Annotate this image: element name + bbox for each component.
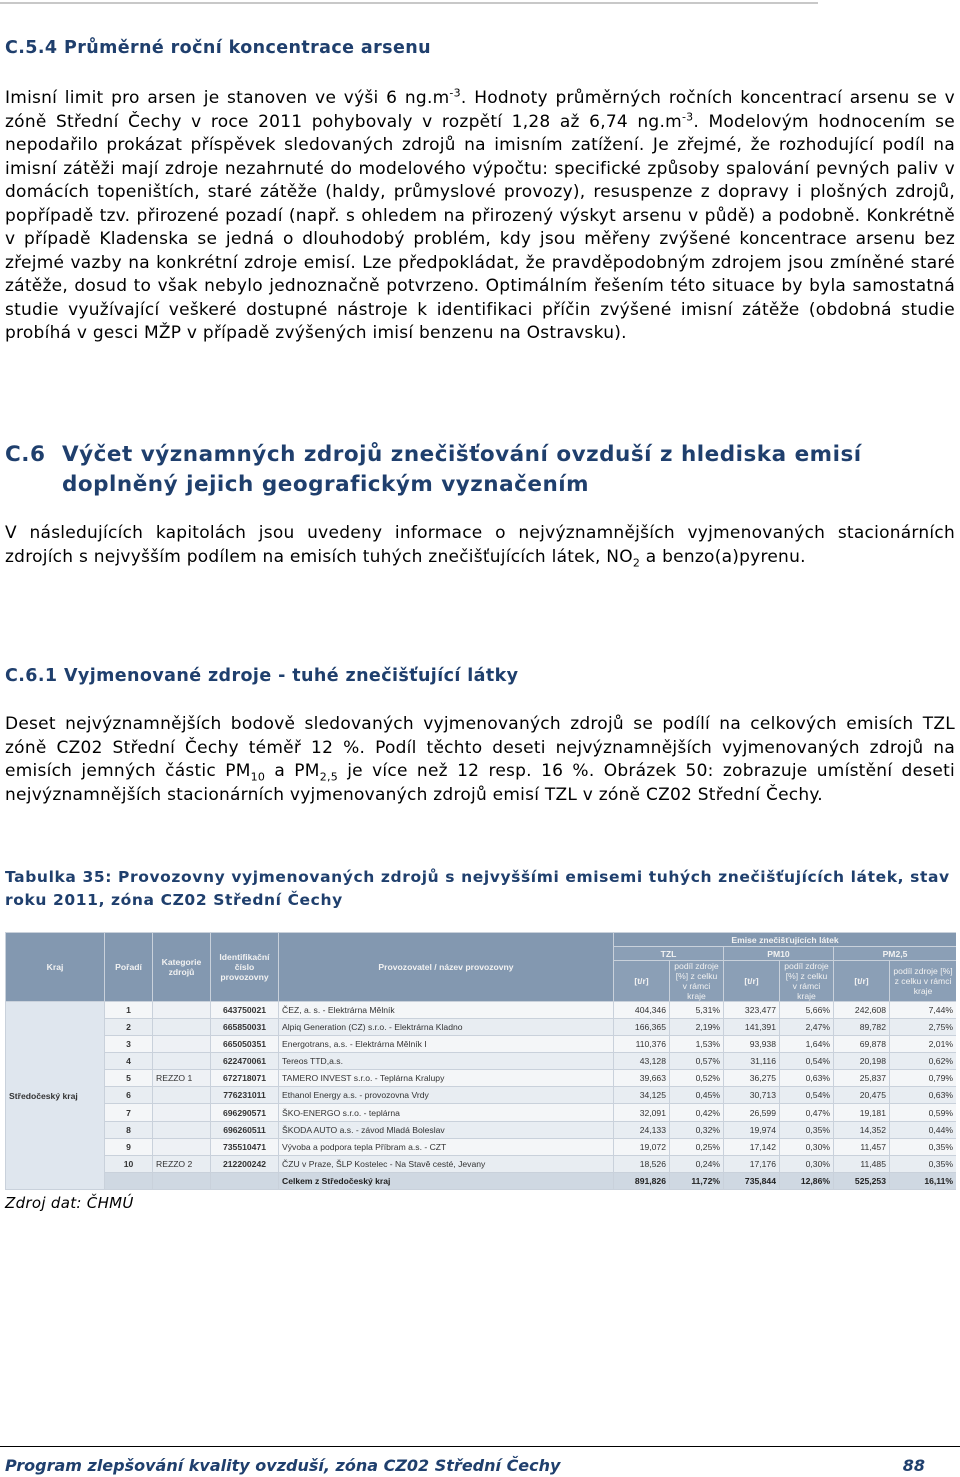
table-row	[6, 1121, 957, 1138]
category-cell	[153, 1087, 211, 1104]
value-cell: 1,64%	[780, 1036, 834, 1053]
value-cell: 0,44%	[890, 1121, 957, 1138]
rank-cell: 6	[105, 1087, 153, 1104]
rank-cell: 10	[105, 1155, 153, 1172]
subscript: 2	[632, 555, 641, 569]
value-cell: 89,782	[834, 1019, 890, 1036]
value-cell: 34,125	[614, 1087, 670, 1104]
operator-cell: TAMERO INVEST s.r.o. - Teplárna Kralupy	[279, 1070, 614, 1087]
rank-cell: 4	[105, 1053, 153, 1070]
value-cell: 24,133	[614, 1121, 670, 1138]
table-row	[6, 1019, 957, 1036]
text-run: je více než 12 resp. 16 %. Obrázek 50: zobrazuje umístění deseti nejvýznamnějších stacionárních vyjmenovaných zdrojů emisí TZL v zóně CZ02 Střední Čechy.	[5, 761, 955, 805]
category-cell: REZZO 1	[153, 1070, 211, 1087]
total-value-cell: 16,11%	[890, 1172, 957, 1189]
subscript: 10	[250, 770, 266, 784]
value-cell: 2,47%	[780, 1019, 834, 1036]
value-cell: 0,35%	[780, 1121, 834, 1138]
text-run: . Modelovým hodnocením se nepodařilo prokázat příspěvek sledovaných zdrojů na imisním zatížení. Je zřejmé, že rozhodující podíl na imisní zátěži mají zdroje nezahrnuté do modelového výpočtu: specifické způsoby spalování pevných paliv v domácích topeništích, staré zátěže (haldy, průmyslové provozy), resuspenze z dopravy i plošných zdrojů, popřípadě tzv. přirozené pozadí (např. s ohledem na přirozený výskyt arsenu v půdě) a podobně. Konkrétně v případě Kladenska se jedná o dlouhodobý problém, kdy jsou měřeny zvýšené koncentrace arsenu bez zřejmé vazby na konkrétní zdroje emisí. Lze předpokládat, že pravděpodobným zdrojem jsou zmíněné staré zátěže, dosud to však nebylo jednoznačně potvrzeno. Optimálním řešením této situace by byla samostatná studie využívající veškeré dostupné nástroje k identifikaci příčin zvýšené imisní zátěže (obdobná studie probíhá v gesci MŽP v případě zvýšených imisí benzenu na Ostravsku).	[5, 111, 955, 343]
header-share: podíl zdroje [%] z celku v rámci kraje	[890, 961, 957, 1002]
value-cell: 17,142	[724, 1138, 780, 1155]
total-value-cell: 11,72%	[670, 1172, 724, 1189]
id-cell: 672718071	[211, 1070, 279, 1087]
id-cell: 643750021	[211, 1002, 279, 1019]
header-ident: Identifikační číslo provozovny	[211, 933, 279, 1002]
value-cell: 0,30%	[780, 1155, 834, 1172]
emissions-table-wrapper	[5, 932, 956, 1190]
value-cell: 20,198	[834, 1053, 890, 1070]
value-cell: 17,176	[724, 1155, 780, 1172]
total-row	[6, 1172, 957, 1189]
operator-cell: Energotrans, a.s. - Elektrárna Mělník I	[279, 1036, 614, 1053]
header-unit: [t/r]	[614, 961, 670, 1002]
id-cell: 622470061	[211, 1053, 279, 1070]
value-cell: 0,25%	[670, 1138, 724, 1155]
value-cell: 93,938	[724, 1036, 780, 1053]
total-spacer	[153, 1172, 211, 1189]
value-cell: 0,42%	[670, 1104, 724, 1121]
table-row	[6, 1138, 957, 1155]
rank-cell: 9	[105, 1138, 153, 1155]
superscript: -3	[449, 86, 461, 100]
subscript: 2,5	[319, 770, 338, 784]
text-run: Deset nejvýznamnějších bodově sledovaných vyjmenovaných zdrojů se podílí na celkových emisích TZL zóně CZ02 Střední Čechy téměř 12 %. Podíl těchto deseti nejvýznamnějších vyjmenovaných zdrojů na emisích jemných částic PM	[5, 714, 955, 781]
top-rule	[0, 2, 818, 4]
value-cell: 7,44%	[890, 1002, 957, 1019]
header-share: podíl zdroje [%] z celku v rámci kraje	[670, 961, 724, 1002]
value-cell: 404,346	[614, 1002, 670, 1019]
total-value-cell: 525,253	[834, 1172, 890, 1189]
value-cell: 14,352	[834, 1121, 890, 1138]
superscript: -3	[681, 109, 694, 123]
operator-cell: Alpiq Generation (CZ) s.r.o. - Elektrárna Kladno	[279, 1019, 614, 1036]
rank-cell: 2	[105, 1019, 153, 1036]
table-row	[6, 1104, 957, 1121]
table-row	[6, 1036, 957, 1053]
category-cell	[153, 1036, 211, 1053]
value-cell: 0,30%	[780, 1138, 834, 1155]
text-run: a PM	[265, 761, 320, 781]
total-value-cell: 735,844	[724, 1172, 780, 1189]
id-cell: 665850031	[211, 1019, 279, 1036]
total-spacer	[105, 1172, 153, 1189]
operator-cell: Vývoba a podpora tepla Příbram a.s. - CZT	[279, 1138, 614, 1155]
paragraph-c6-intro	[5, 522, 955, 569]
footer-title: Program zlepšování kvality ovzduší, zóna CZ02 Střední Čechy	[5, 1456, 561, 1475]
operator-cell: Tereos TTD,a.s.	[279, 1053, 614, 1070]
id-cell: 696290571	[211, 1104, 279, 1121]
category-cell: REZZO 2	[153, 1155, 211, 1172]
total-value-cell: 891,826	[614, 1172, 670, 1189]
value-cell: 5,66%	[780, 1002, 834, 1019]
header-pm10: PM10	[724, 947, 834, 961]
rank-cell: 5	[105, 1070, 153, 1087]
value-cell: 2,19%	[670, 1019, 724, 1036]
operator-cell: Ethanol Energy a.s. - provozovna Vrdy	[279, 1087, 614, 1104]
value-cell: 0,79%	[890, 1070, 957, 1087]
value-cell: 11,457	[834, 1138, 890, 1155]
value-cell: 32,091	[614, 1104, 670, 1121]
header-poradi: Pořadí	[105, 933, 153, 1002]
table-body	[6, 1002, 957, 1190]
value-cell: 43,128	[614, 1053, 670, 1070]
footer-rule	[0, 1446, 960, 1447]
text-run: Imisní limit pro arsen je stanoven ve výši 6 ng.m	[5, 88, 450, 108]
paragraph-arsen	[5, 87, 955, 346]
header-kraj: Kraj	[6, 933, 105, 1002]
header-share: podíl zdroje [%] z celku v rámci kraje	[780, 961, 834, 1002]
value-cell: 0,62%	[890, 1053, 957, 1070]
category-cell	[153, 1019, 211, 1036]
category-cell	[153, 1121, 211, 1138]
rank-cell: 1	[105, 1002, 153, 1019]
rank-cell: 8	[105, 1121, 153, 1138]
table-row	[6, 1087, 957, 1104]
value-cell: 19,974	[724, 1121, 780, 1138]
value-cell: 69,878	[834, 1036, 890, 1053]
value-cell: 242,608	[834, 1002, 890, 1019]
rank-cell: 3	[105, 1036, 153, 1053]
data-source: Zdroj dat: ČHMÚ	[5, 1194, 134, 1212]
table-row	[6, 1053, 957, 1070]
value-cell: 30,713	[724, 1087, 780, 1104]
table-caption: Tabulka 35: Provozovny vyjmenovaných zdrojů s nejvyššími emisemi tuhých znečišťujících látek, stav roku 2011, zóna CZ02 Střední Čechy	[5, 868, 950, 909]
value-cell: 0,35%	[890, 1138, 957, 1155]
value-cell: 19,072	[614, 1138, 670, 1155]
value-cell: 0,35%	[890, 1155, 957, 1172]
value-cell: 0,57%	[670, 1053, 724, 1070]
value-cell: 5,31%	[670, 1002, 724, 1019]
value-cell: 36,275	[724, 1070, 780, 1087]
value-cell: 26,599	[724, 1104, 780, 1121]
emissions-table	[5, 932, 956, 1190]
section-heading-c61: C.6.1 Vyjmenované zdroje - tuhé znečišťující látky	[5, 666, 519, 686]
header-unit: [t/r]	[834, 961, 890, 1002]
section-heading-c6	[5, 440, 955, 500]
value-cell: 0,32%	[670, 1121, 724, 1138]
table-row	[6, 1002, 957, 1019]
header-tzl: TZL	[614, 947, 724, 961]
total-value-cell: 12,86%	[780, 1172, 834, 1189]
category-cell	[153, 1002, 211, 1019]
page-number: 88	[902, 1456, 925, 1475]
text-run: a benzo(a)pyrenu.	[640, 546, 806, 567]
rank-cell: 7	[105, 1104, 153, 1121]
header-provozovatel: Provozovatel / název provozovny	[279, 933, 614, 1002]
value-cell: 166,365	[614, 1019, 670, 1036]
header-kategorie: Kategorie zdrojů	[153, 933, 211, 1002]
operator-cell: ŠKODA AUTO a.s. - závod Mladá Boleslav	[279, 1121, 614, 1138]
value-cell: 0,54%	[780, 1053, 834, 1070]
value-cell: 110,376	[614, 1036, 670, 1053]
id-cell: 665050351	[211, 1036, 279, 1053]
header-pm25: PM2,5	[834, 947, 957, 961]
value-cell: 0,59%	[890, 1104, 957, 1121]
header-emise: Emise znečišťujících látek	[614, 933, 957, 947]
text-run: V následujících kapitolách jsou uvedeny informace o nejvýznamnějších vyjmenovaných stacionárních zdrojích s nejvyšším podílem na emisích tuhých znečišťujících látek, NO	[5, 523, 955, 567]
header-unit: [t/r]	[724, 961, 780, 1002]
value-cell: 141,391	[724, 1019, 780, 1036]
operator-cell: ČZU v Praze, ŠLP Kostelec - Na Stavě cesté, Jevany	[279, 1155, 614, 1172]
paragraph-c61	[5, 713, 955, 807]
category-cell	[153, 1138, 211, 1155]
value-cell: 25,837	[834, 1070, 890, 1087]
table-row	[6, 1070, 957, 1087]
value-cell: 11,485	[834, 1155, 890, 1172]
section-title-line1: Výčet významných zdrojů znečišťování ovzduší z hlediska emisí	[62, 442, 862, 467]
id-cell: 696260511	[211, 1121, 279, 1138]
value-cell: 0,63%	[890, 1087, 957, 1104]
section-heading-c54: C.5.4 Průměrné roční koncentrace arsenu	[5, 38, 431, 58]
table-row	[6, 1155, 957, 1172]
total-label: Celkem z Středočeský kraj	[279, 1172, 614, 1189]
value-cell: 20,475	[834, 1087, 890, 1104]
value-cell: 18,526	[614, 1155, 670, 1172]
value-cell: 0,52%	[670, 1070, 724, 1087]
operator-cell: ŠKO-ENERGO s.r.o. - teplárna	[279, 1104, 614, 1121]
operator-cell: ČEZ, a. s. - Elektrárna Mělník	[279, 1002, 614, 1019]
id-cell: 212200242	[211, 1155, 279, 1172]
region-cell: Středočeský kraj	[6, 1002, 105, 1190]
id-cell: 776231011	[211, 1087, 279, 1104]
id-cell: 735510471	[211, 1138, 279, 1155]
section-title-line2: doplněný jejich geografickým vyznačením	[62, 472, 590, 497]
section-number: C.6	[5, 442, 46, 467]
total-spacer	[211, 1172, 279, 1189]
category-cell	[153, 1053, 211, 1070]
value-cell: 0,45%	[670, 1087, 724, 1104]
value-cell: 0,54%	[780, 1087, 834, 1104]
value-cell: 2,01%	[890, 1036, 957, 1053]
text-run: . Hodnoty průměrných ročních koncentrací arsenu se v zóně Střední Čechy v roce 2011 pohybovaly v rozpětí 1,28 až 6,74 ng.m	[5, 88, 955, 132]
category-cell	[153, 1104, 211, 1121]
value-cell: 0,63%	[780, 1070, 834, 1087]
value-cell: 0,47%	[780, 1104, 834, 1121]
value-cell: 39,663	[614, 1070, 670, 1087]
page-footer	[5, 1456, 955, 1476]
value-cell: 31,116	[724, 1053, 780, 1070]
value-cell: 323,477	[724, 1002, 780, 1019]
value-cell: 19,181	[834, 1104, 890, 1121]
value-cell: 2,75%	[890, 1019, 957, 1036]
value-cell: 0,24%	[670, 1155, 724, 1172]
value-cell: 1,53%	[670, 1036, 724, 1053]
